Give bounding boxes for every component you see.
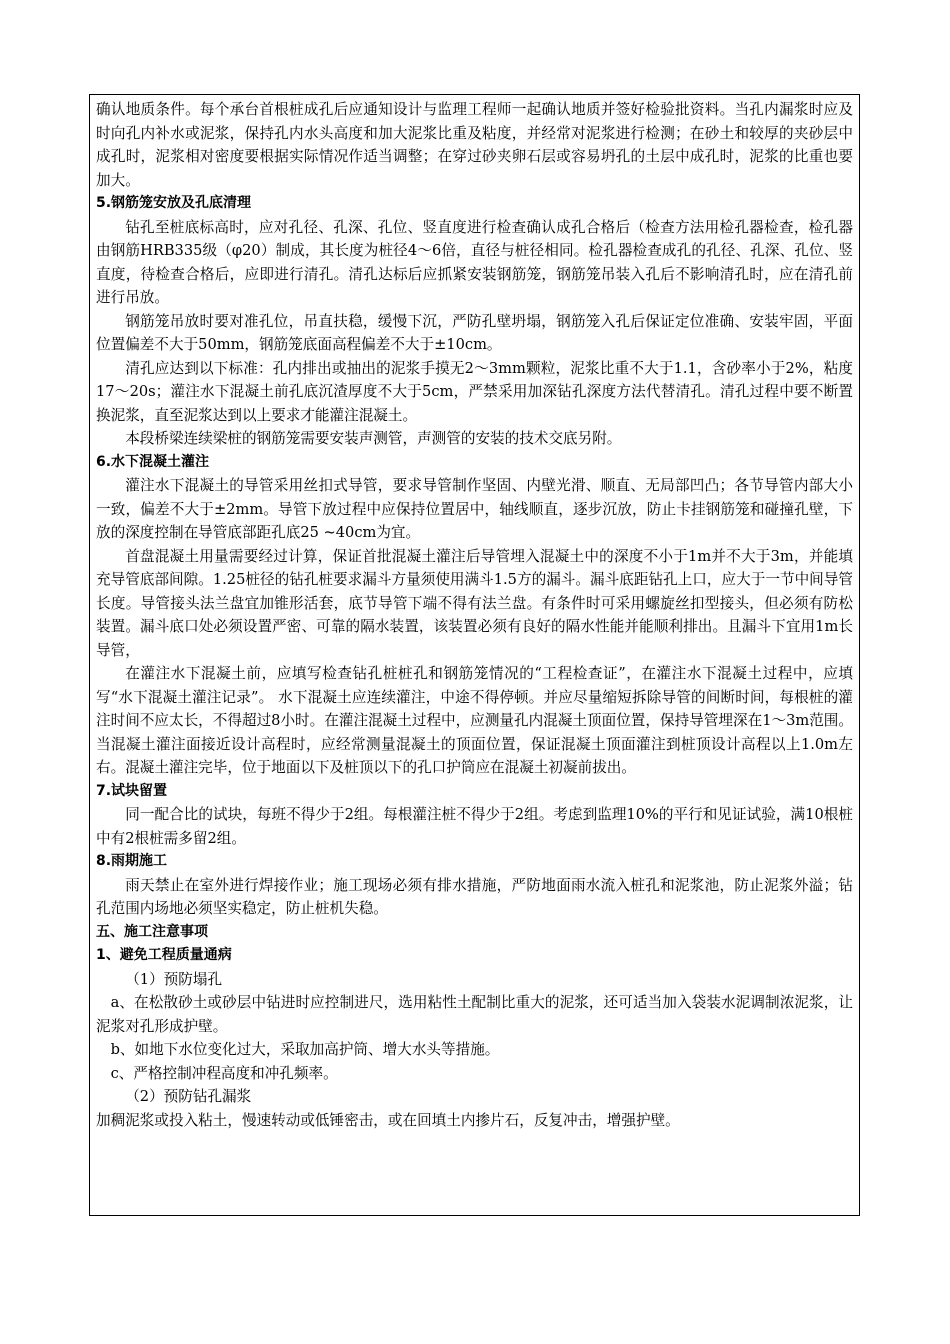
section-five-heading: 五、施工注意事项 <box>96 923 208 940</box>
item-1-title: （1）预防塌孔 <box>125 970 223 988</box>
section-5-heading: 5.钢筋笼安放及孔底清理 <box>96 195 252 211</box>
section-5-paragraph-2: 钢筋笼吊放时要对准孔位，吊直扶稳，缓慢下沉，严防孔壁坍塌，钢筋笼入孔后保证定位准确、安装牢固，平面位置偏差不大于50mm，钢筋笼底面高程偏差不大于±10cm。 <box>96 312 853 353</box>
section-5-paragraph-1: 钻孔至桩底标高时，应对孔径、孔深、孔位、竖直度进行检查确认成孔合格后（检查方法用检孔器检查，检孔器由钢筋HRB335级（φ20）制成，其长度为桩径4～6倍，直径与桩径相同。检孔器检查成孔的孔径、孔深、孔位、竖直度，待检查合格后，应即进行清孔。清孔达标后应抓紧安装钢筋笼，钢筋笼吊装入孔后不影响清孔时，应在清孔前进行吊放。 <box>96 218 853 306</box>
section-6-heading: 6.水下混凝土灌注 <box>96 453 210 470</box>
section-6-paragraph-3: 在灌注水下混凝土前，应填写检查钻孔桩桩孔和钢筋笼情况的“工程检查证”，在灌注水下混凝土过程中，应填写“水下混凝土灌注记录”。 水下混凝土应连续灌注，中途不得停顿。并应尽量缩短拆除导管的间断时间，每根桩的灌注时间不应太长，不得超过8小时。在灌注混凝土过程中，应测量孔内混凝土顶面位置，保持导管埋深在1～3m范围。当混凝土灌注面接近设计高程时，应经常测量混凝土的顶面位置，保证混凝土顶面灌注到桩顶设计高程以上1.0m左右。混凝土灌注完毕，位于地面以下及桩顶以下的孔口护筒应在混凝土初凝前拔出。 <box>96 665 853 776</box>
section-6-paragraph-2: 首盘混凝土用量需要经过计算，保证首批混凝土灌注后导管埋入混凝土中的深度不小于1m并不大于3m，并能填充导管底部间隙。1.25桩径的钻孔桩要求漏斗方量须使用满斗1.5方的漏斗。漏斗底距钻孔上口，应大于一节中间导管长度。导管接头法兰盘宜加锥形活套，底节导管下端不得有法兰盘。有条件时可采用螺旋丝扣型接头，但必须有防松装置。漏斗底口处必须设置严密、可靠的隔水装置，该装置必须有良好的隔水性能并能顺利排出。且漏斗下宜用1m长导管， <box>96 547 853 659</box>
item-2-title: （2）预防钻孔漏浆 <box>125 1088 252 1105</box>
document-frame <box>89 94 860 1216</box>
subsection-1-heading: 1、避免工程质量通病 <box>96 947 232 963</box>
section-7-heading: 7.试块留置 <box>96 782 168 799</box>
item-1-a: a、在松散砂土或砂层中钻进时应控制进尺，选用粘性土配制比重大的泥浆，还可适当加入袋装水泥调制浓泥浆，让泥浆对孔形成护壁。 <box>96 994 853 1035</box>
section-8-heading: 8.雨期施工 <box>96 853 168 869</box>
section-5-paragraph-3: 清孔应达到以下标准：孔内排出或抽出的泥浆手摸无2～3mm颗粒，泥浆比重不大于1.1，含砂率小于2%，粘度17～20s；灌注水下混凝土前孔底沉渣厚度不大于5cm，严禁采用加深钻孔深度方法代替清孔。清孔过程中要不断置换泥浆，直至泥浆达到以上要求才能灌注混凝土。 <box>96 359 853 424</box>
section-6-paragraph-1: 灌注水下混凝土的导管采用丝扣式导管，要求导管制作坚固、内壁光滑、顺直、无局部凹凸；各节导管内部大小一致，偏差不大于±2mm。导管下放过程中应保持位置居中，轴线顺直，逐步沉放，防止卡挂钢筋笼和碰撞孔壁，下放的深度控制在导管底部距孔底25 ~40cm为宜。 <box>96 477 853 541</box>
intro-paragraph: 确认地质条件。每个承台首根桩成孔后应通知设计与监理工程师一起确认地质并签好检验批资料。当孔内漏浆时应及时向孔内补水或泥浆，保持孔内水头高度和加大泥浆比重及粘度，并经常对泥浆进行检测；在砂土和较厚的夹砂层中成孔时，泥浆相对密度要根据实际情况作适当调整；在穿过砂夹卵石层或容易坍孔的土层中成孔时，泥浆的比重也要加大。 <box>96 101 853 189</box>
section-8-paragraph: 雨天禁止在室外进行焊接作业；施工现场必须有排水措施，严防地面雨水流入桩孔和泥浆池，防止泥浆外溢；钻孔范围内场地必须坚实稳定，防止桩机失稳。 <box>96 876 853 917</box>
section-7-paragraph: 同一配合比的试块，每班不得少于2组。每根灌注桩不得少于2组。考虑到监理10%的平行和见证试验，满10根桩中有2根桩需多留2组。 <box>96 806 853 847</box>
item-1-c: c、严格控制冲程高度和冲孔频率。 <box>110 1064 338 1082</box>
item-1-b: b、如地下水位变化过大，采取加高护筒、增大水头等措施。 <box>110 1041 500 1058</box>
section-5-paragraph-4: 本段桥梁连续梁桩的钢筋笼需要安装声测管，声测管的安装的技术交底另附。 <box>125 430 622 447</box>
item-2-text: 加稠泥浆或投入粘土，慢速转动或低锤密击，或在回填土内掺片石，反复冲击，增强护壁。 <box>96 1111 680 1129</box>
